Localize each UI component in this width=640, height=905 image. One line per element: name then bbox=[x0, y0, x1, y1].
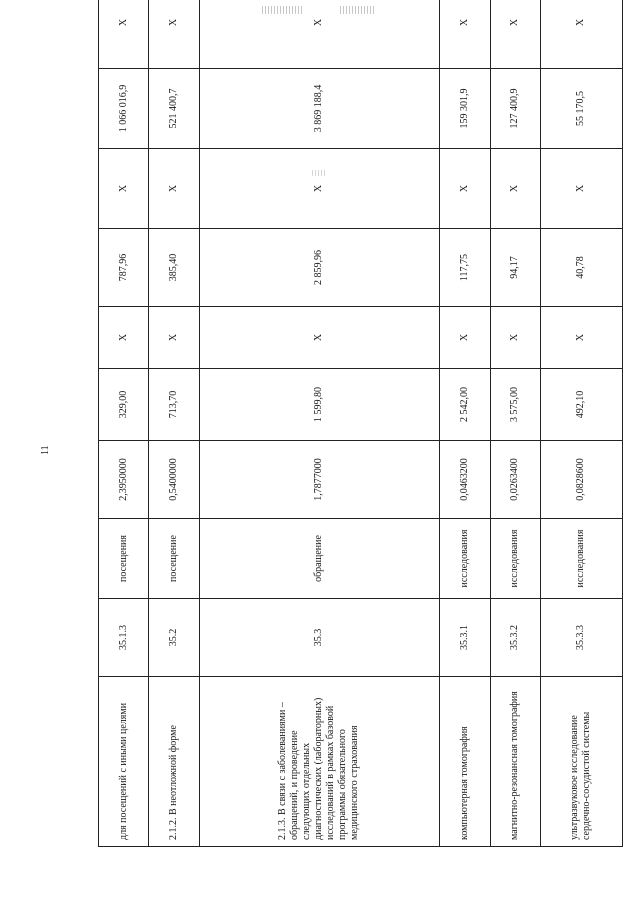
row-name: ультразвуковое исследование сердечно-сосудистой системы bbox=[540, 677, 622, 847]
row-col6: X bbox=[99, 307, 149, 369]
table-row bbox=[149, 0, 199, 847]
row-name: 2.1.3. В связи с заболеваниями – обращений, и проведение следующих отдельных диагностических (лабораторных) исследований в рамках базовой программы обязательного медицинского страхования bbox=[199, 677, 440, 847]
row-col10: X bbox=[440, 0, 490, 69]
row-col6: X bbox=[540, 307, 622, 369]
row-name: для посещений с иными целями bbox=[99, 677, 149, 847]
row-col10: X bbox=[490, 0, 540, 69]
row-col7: 40,78 bbox=[540, 229, 622, 307]
row-cost: 3 575,00 bbox=[490, 369, 540, 441]
row-col8: X bbox=[490, 149, 540, 229]
row-normative: 2,3950000 bbox=[99, 441, 149, 519]
row-col8: X bbox=[199, 149, 440, 229]
row-col7: 385,40 bbox=[149, 229, 199, 307]
row-col7: 787,96 bbox=[99, 229, 149, 307]
row-cost: 1 599,80 bbox=[199, 369, 440, 441]
row-col8: X bbox=[540, 149, 622, 229]
row-col10: X bbox=[540, 0, 622, 69]
row-cost: 713,70 bbox=[149, 369, 199, 441]
row-cost: 2 542,00 bbox=[440, 369, 490, 441]
row-unit: исследования bbox=[490, 519, 540, 599]
row-col9: 55 170,5 bbox=[540, 69, 622, 149]
row-col10: X bbox=[149, 0, 199, 69]
row-col9: 3 869 188,4 bbox=[199, 69, 440, 149]
row-col7: 117,75 bbox=[440, 229, 490, 307]
row-unit: исследования bbox=[440, 519, 490, 599]
row-cost: 329,00 bbox=[99, 369, 149, 441]
row-unit: посещение bbox=[149, 519, 199, 599]
row-code: 35.3.1 bbox=[440, 599, 490, 677]
row-normative: 0,5400000 bbox=[149, 441, 199, 519]
row-col8: X bbox=[99, 149, 149, 229]
row-unit: обращение bbox=[199, 519, 440, 599]
row-col10: X bbox=[199, 0, 440, 69]
row-col6: X bbox=[440, 307, 490, 369]
row-code: 35.3.2 bbox=[490, 599, 540, 677]
row-normative: 1,7877000 bbox=[199, 441, 440, 519]
table-row bbox=[440, 0, 490, 847]
table-row bbox=[540, 0, 622, 847]
table-row bbox=[199, 0, 440, 847]
data-table bbox=[98, 0, 623, 847]
row-code: 35.1.3 bbox=[99, 599, 149, 677]
row-col6: X bbox=[199, 307, 440, 369]
row-col6: X bbox=[149, 307, 199, 369]
table-row bbox=[490, 0, 540, 847]
row-col10: X bbox=[99, 0, 149, 69]
row-col9: 1 066 016,9 bbox=[99, 69, 149, 149]
row-col6: X bbox=[490, 307, 540, 369]
rotated-table-wrapper bbox=[98, 18, 623, 847]
row-code: 35.3.3 bbox=[540, 599, 622, 677]
row-col9: 521 400,7 bbox=[149, 69, 199, 149]
row-unit: посещения bbox=[99, 519, 149, 599]
table-row bbox=[99, 0, 149, 847]
row-name: магнитно-резонансная томография bbox=[490, 677, 540, 847]
page-number: 11 bbox=[40, 445, 51, 455]
row-name: 2.1.2. В неотложной форме bbox=[149, 677, 199, 847]
row-col8: X bbox=[440, 149, 490, 229]
row-code: 35.2 bbox=[149, 599, 199, 677]
row-col8: X bbox=[149, 149, 199, 229]
row-normative: 0,0828600 bbox=[540, 441, 622, 519]
row-unit: исследования bbox=[540, 519, 622, 599]
row-normative: 0,0263400 bbox=[490, 441, 540, 519]
row-cost: 492,10 bbox=[540, 369, 622, 441]
row-col7: 2 859,96 bbox=[199, 229, 440, 307]
row-col7: 94,17 bbox=[490, 229, 540, 307]
row-normative: 0,0463200 bbox=[440, 441, 490, 519]
row-name: компьютерная томография bbox=[440, 677, 490, 847]
row-col9: 127 400,9 bbox=[490, 69, 540, 149]
row-col9: 159 301,9 bbox=[440, 69, 490, 149]
row-code: 35.3 bbox=[199, 599, 440, 677]
